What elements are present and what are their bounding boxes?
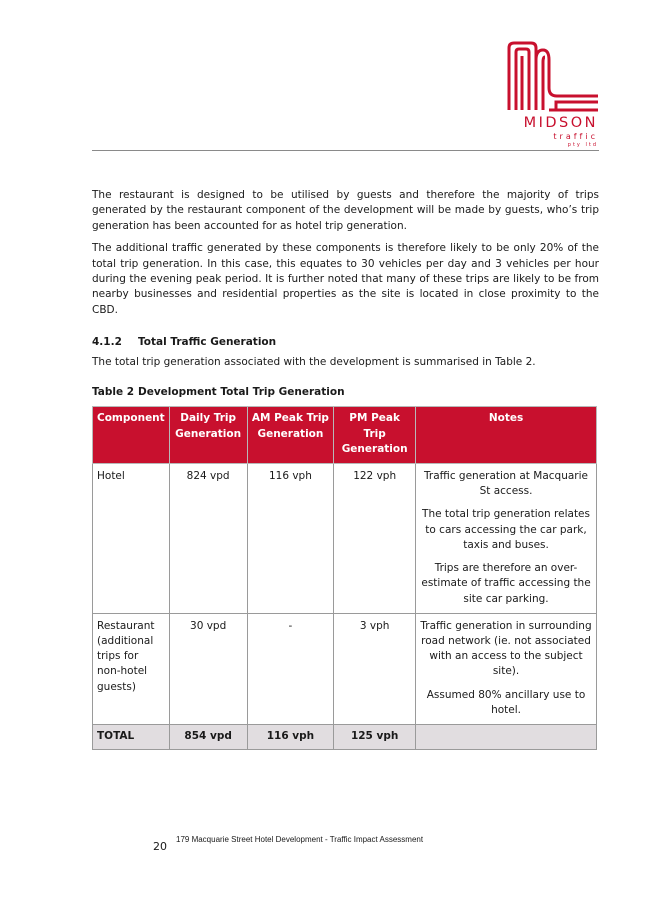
page-number: 20 (153, 840, 167, 853)
footer-title: 179 Macquarie Street Hotel Development - Traffic Impact Assessment (176, 835, 424, 844)
header-daily-trip: Daily Trip Generation (169, 407, 247, 464)
cell-total-notes (416, 724, 597, 749)
main-content (92, 188, 599, 750)
brand-name: MIDSON (523, 115, 598, 131)
cell-am: - (247, 613, 334, 724)
table-header-row (93, 407, 597, 464)
cell-component: Restaurant (additional trips for non-hotel guests) (93, 613, 170, 724)
section-heading (92, 335, 599, 350)
brand-subtitle-small: pty ltd (567, 142, 598, 148)
header-divider (92, 150, 599, 151)
paragraph-summary: The total trip generation associated with the development is summarised in Table 2. (92, 355, 536, 368)
cell-total-am: 116 vph (247, 724, 334, 749)
trip-generation-table (92, 406, 597, 750)
cell-daily: 30 vpd (169, 613, 247, 724)
paragraph-additional-traffic: The additional traffic generated by these components is therefore likely to be only 20% of the total trip generation. In this case, this equates to 30 vehicles per day and 3 vehicles per hour during the evening peak period. It is further noted that many of these trips are likely to be from nearby businesses and residential properties as the site is located in close proximity to the CBD. (92, 242, 599, 316)
header-component: Component (93, 407, 170, 464)
note-text: Traffic generation in surrounding road network (ie. not associated with an access to the subject site). (420, 619, 592, 678)
table-caption-number: Table 2 (92, 386, 135, 399)
cell-am: 116 vph (247, 464, 334, 614)
table-caption (92, 385, 599, 400)
note-text: Trips are therefore an over-estimate of traffic accessing the site car parking. (421, 562, 591, 605)
cell-notes (416, 464, 597, 614)
table-row (93, 464, 597, 614)
cell-component: Hotel (93, 464, 170, 614)
cell-pm: 122 vph (334, 464, 416, 614)
note-text: The total trip generation relates to cars accessing the car park, taxis and buses. (422, 508, 590, 551)
cell-notes (416, 613, 597, 724)
section-title: Total Traffic Generation (138, 336, 277, 349)
cell-pm: 3 vph (334, 613, 416, 724)
header-notes: Notes (416, 407, 597, 464)
table-total-row (93, 724, 597, 749)
table-caption-title: Development Total Trip Generation (138, 386, 345, 399)
header-am-peak: AM Peak Trip Generation (247, 407, 334, 464)
note-text: Assumed 80% ancillary use to hotel. (426, 688, 586, 716)
header-pm-peak: PM Peak Trip Generation (334, 407, 416, 464)
cell-total-daily: 854 vpd (169, 724, 247, 749)
cell-daily: 824 vpd (169, 464, 247, 614)
midson-logo-icon (505, 40, 600, 112)
cell-total-label: TOTAL (93, 724, 170, 749)
section-number: 4.1.2 (92, 336, 122, 349)
table-row (93, 613, 597, 724)
brand-subtitle: traffic (553, 132, 598, 141)
paragraph-restaurant-guests: The restaurant is designed to be utilised by guests and therefore the majority of trips generated by the restaurant component of the development will be made by guests, who’s trip generation has been accounted for as hotel trip generation. (92, 189, 599, 232)
cell-total-pm: 125 vph (334, 724, 416, 749)
note-text: Traffic generation at Macquarie St access. (424, 470, 588, 498)
